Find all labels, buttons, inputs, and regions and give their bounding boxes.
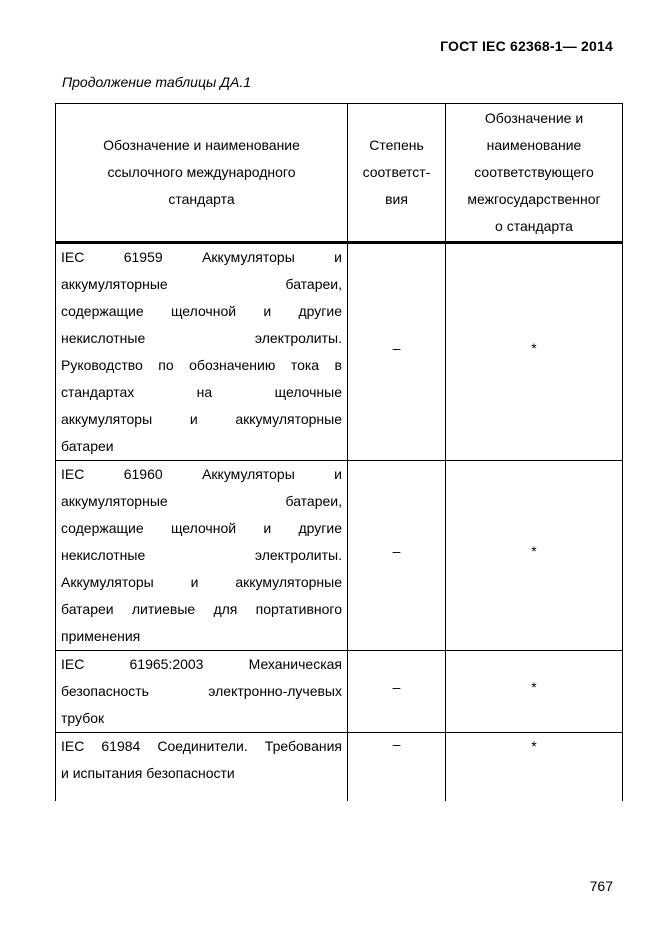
interstate-cell: * — [446, 651, 623, 733]
table-header-row — [56, 104, 623, 243]
interstate-cell: * — [446, 243, 623, 461]
degree-cell: – — [348, 461, 446, 651]
document-code: ГОСТ IEC 62368-1— 2014 — [440, 38, 613, 54]
table-row — [56, 651, 623, 733]
header-degree-of-conformity: Степень соответст- вия — [348, 104, 446, 243]
page-number: 767 — [589, 878, 613, 894]
standard-name-cell: IEC 61965:2003 Механическая безопасность электронно-лучевых трубок — [56, 651, 348, 733]
reference-standards-table — [55, 103, 623, 801]
interstate-cell: * — [446, 461, 623, 651]
interstate-cell: * — [446, 733, 623, 802]
table-row — [56, 733, 623, 802]
table-row — [56, 243, 623, 461]
standard-name-cell: IEC 61959 Аккумуляторы и аккумуляторные батареи, содержащие щелочной и другие некислотные электролиты. Руководство по обозначению тока в стандартах на щелочные аккумуляторы и аккумуляторные батареи — [56, 243, 348, 461]
degree-cell: – — [348, 243, 446, 461]
standard-name-cell: IEC 61984 Соединители. Требования и испытания безопасности — [56, 733, 348, 802]
table-row — [56, 461, 623, 651]
degree-cell: – — [348, 651, 446, 733]
header-interstate-standard: Обозначение и наименование соответствующего межгосударственног о стандарта — [446, 104, 623, 243]
standard-name-cell: IEC 61960 Аккумуляторы и аккумуляторные батареи, содержащие щелочной и другие некислотные электролиты. Аккумуляторы и аккумуляторные батареи литиевые для портативного применения — [56, 461, 348, 651]
degree-cell: – — [348, 733, 446, 802]
header-international-standard: Обозначение и наименование ссылочного международного стандарта — [56, 104, 348, 243]
table-continuation-label: Продолжение таблицы ДА.1 — [62, 74, 252, 90]
